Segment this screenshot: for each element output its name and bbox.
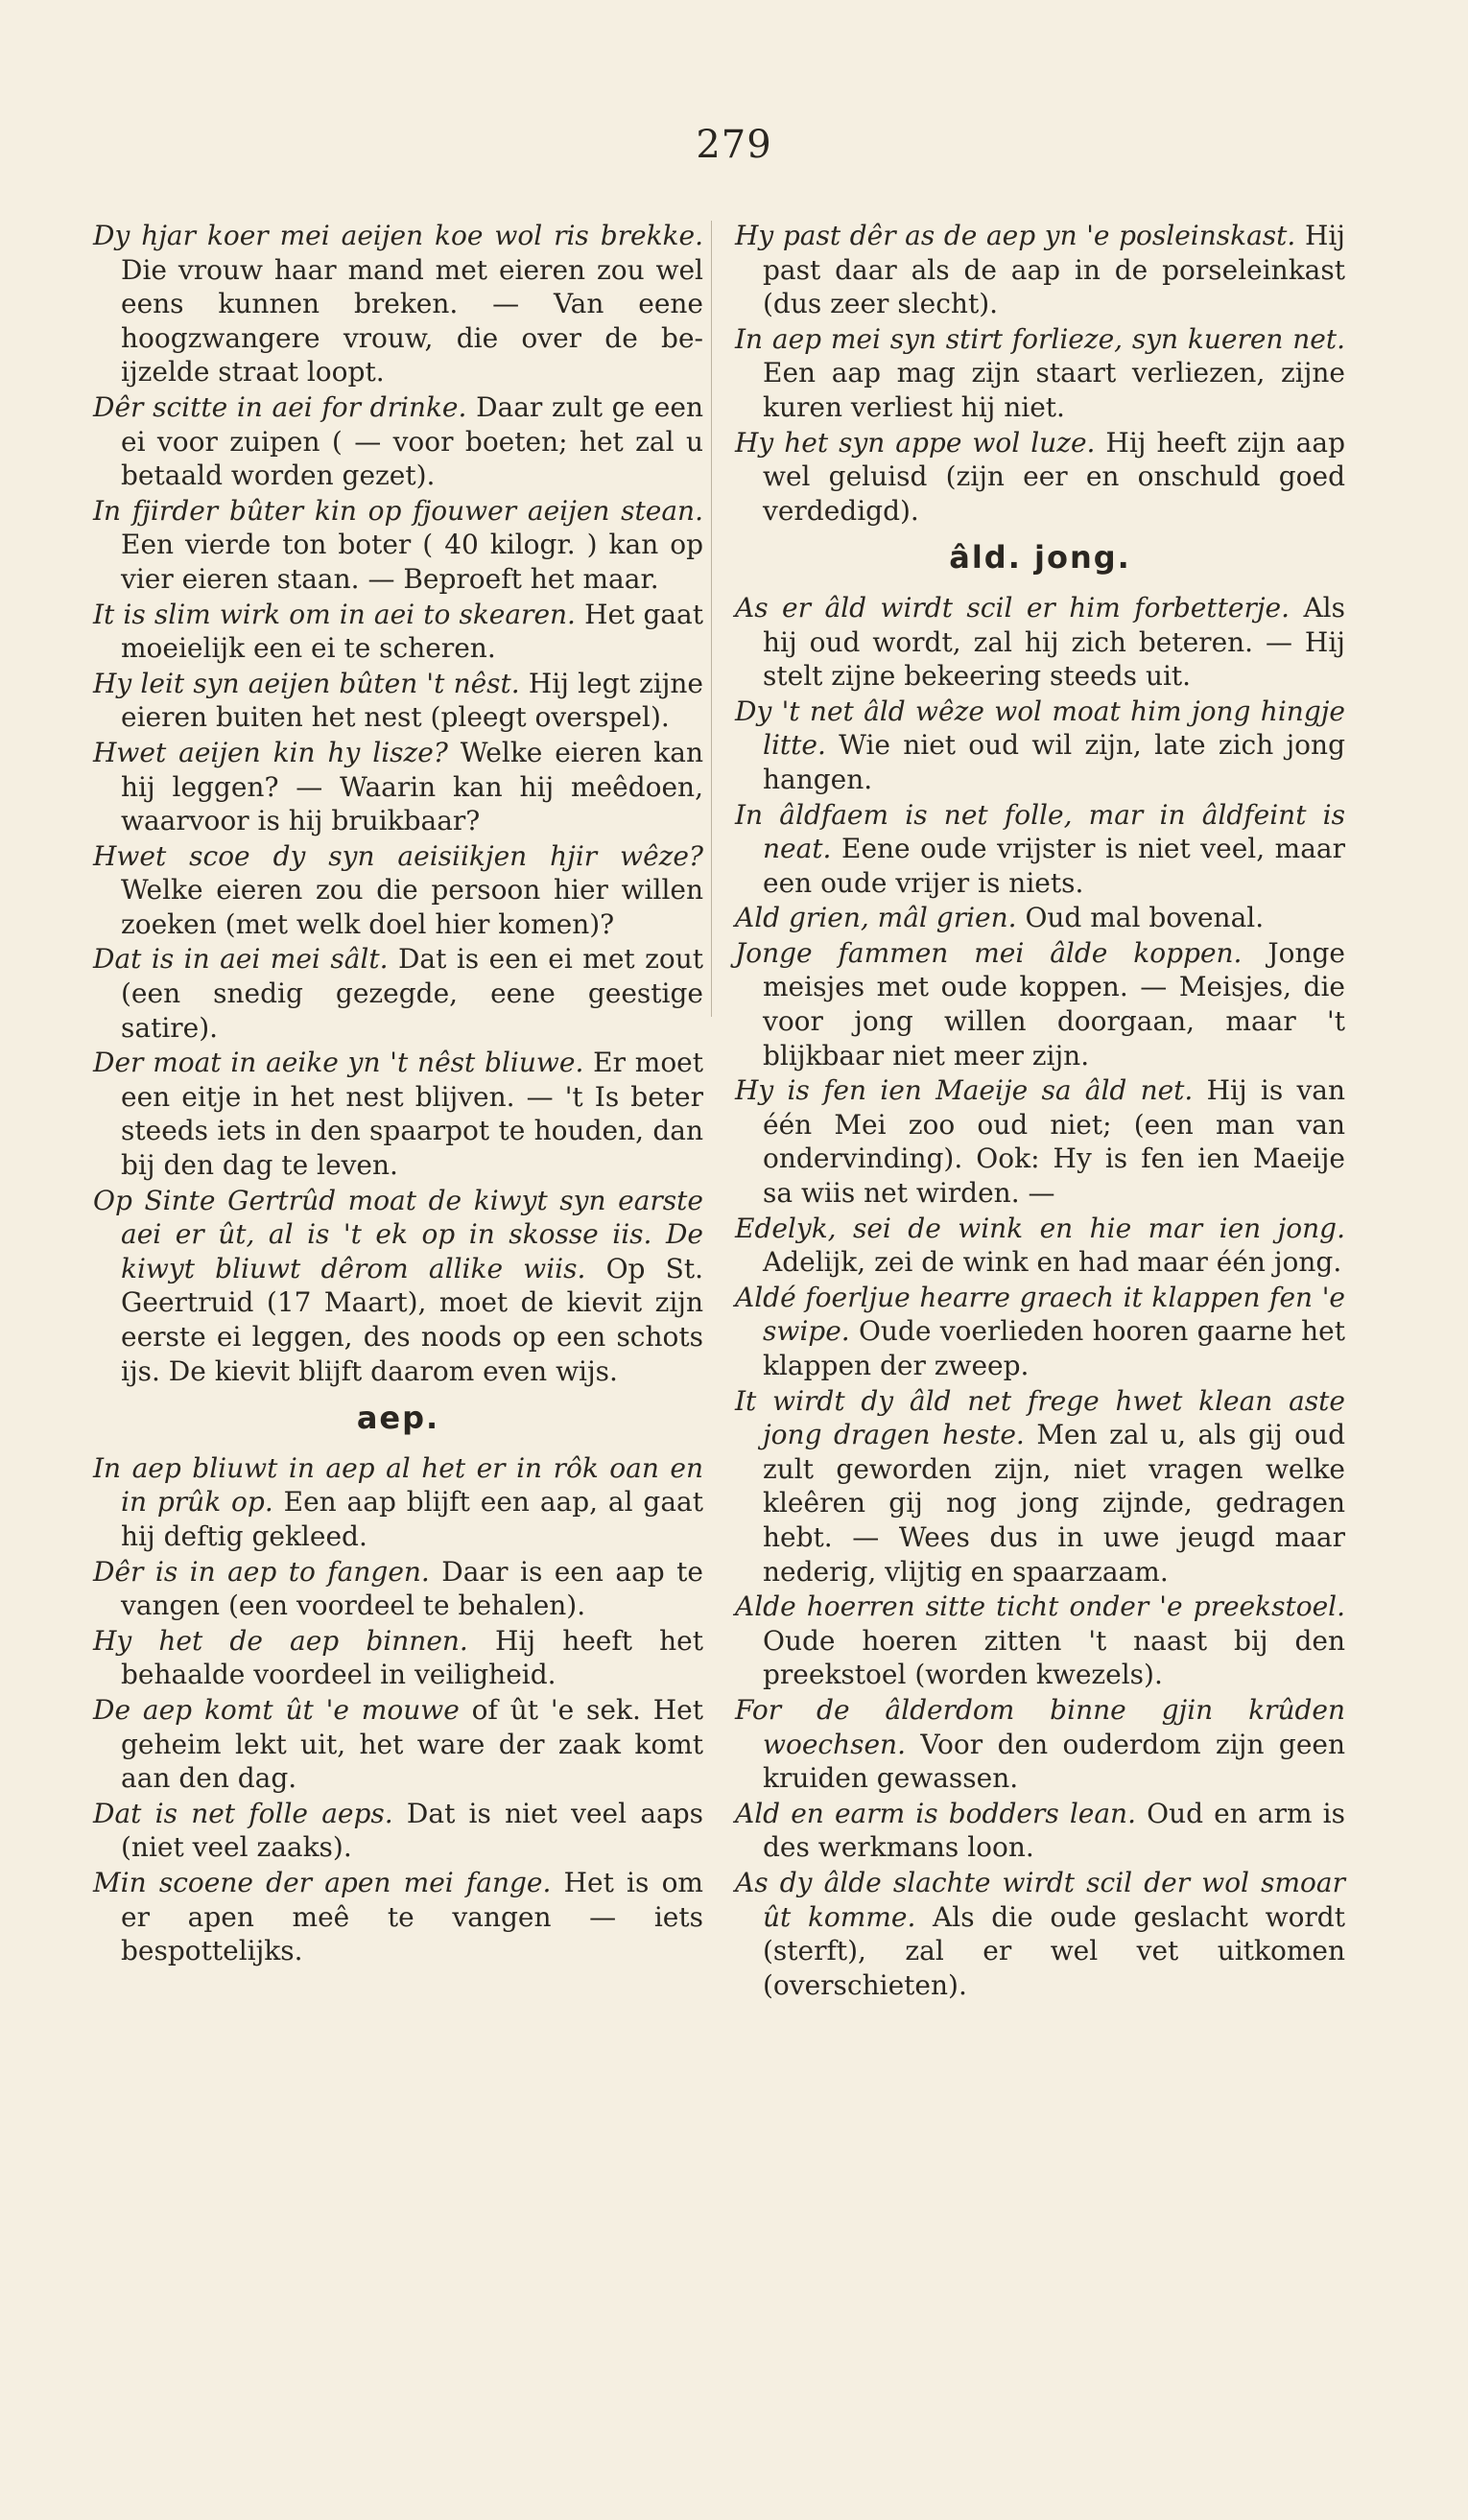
proverb-entry: [735, 798, 1345, 901]
proverb-entry: [735, 1281, 1345, 1383]
proverb-translation: Die vrouw haar mand met eieren zou wel eens kunnen breken. — Van eene hoogzwangere vrouw, die over de be-ijzelde straat loopt.: [121, 253, 703, 389]
proverb-frisian: Alde hoerren sitte ticht onder 'e preekstoel.: [735, 1590, 1345, 1623]
proverb-entry: [735, 1866, 1345, 2002]
proverb-frisian: Aldé foerljue hearre graech it klappen fen 'e swipe.: [735, 1281, 1345, 1348]
proverb-frisian: Min scoene der apen mei fange.: [93, 1866, 552, 1898]
proverb-translation: Een vierde ton boter ( 40 kilogr. ) kan op vier eieren staan. — Beproeft het maar.: [121, 529, 703, 595]
proverb-translation: Dat is niet veel aaps (niet veel zaaks).: [121, 1797, 703, 1864]
proverb-entry: [735, 426, 1345, 529]
proverb-frisian: In âldfaem is net folle, mar in âldfeint is neat.: [735, 798, 1345, 865]
proverb-translation: Welke eieren zou die persoon hier willen zoeken (met welk doel hier komen)?: [121, 874, 703, 940]
proverb-entry: [93, 1624, 703, 1692]
proverb-entry: [735, 1693, 1345, 1796]
proverb-translation: Hij past daar als de aap in de porseleinkast (dus zeer slecht).: [763, 220, 1345, 320]
proverb-frisian: In aep mei syn stirt forlieze, syn kueren net.: [735, 322, 1345, 355]
proverb-entry: [93, 390, 703, 493]
proverb-entry: [735, 695, 1345, 797]
proverb-frisian: Hy is fen ien Maeije sa âld net.: [735, 1074, 1194, 1107]
proverb-translation: Hij is van één Mei zoo oud niet; (een man van ondervinding). Ook: Hy is fen ien Maeije sa wiis net wirden. —: [763, 1074, 1346, 1210]
proverb-entry: [93, 839, 703, 942]
proverb-translation: Hij heeft het behaalde voordeel in veiligheid.: [121, 1624, 704, 1691]
proverb-entry: [735, 901, 1345, 935]
proverb-frisian: Hy het de aep binnen.: [93, 1624, 468, 1657]
right-column: [735, 219, 1345, 2003]
proverb-frisian: As er âld wirdt scil er him forbetterje.: [735, 591, 1290, 624]
proverb-translation: Oud mal bovenal.: [1016, 902, 1265, 934]
proverb-frisian: In aep bliuwt in aep al het er in rôk oan en in prûk op.: [93, 1451, 703, 1519]
proverb-translation: Oud en arm is des werkmans loon.: [763, 1797, 1345, 1864]
proverb-entry: [93, 942, 703, 1045]
proverb-entry: [93, 1451, 703, 1554]
proverb-frisian: Hy leit syn aeijen bûten 't nêst.: [93, 667, 520, 699]
proverb-translation: Adelijk, zei de wink en had maar één jong.: [763, 1246, 1342, 1279]
proverb-entry: [735, 1073, 1345, 1210]
proverb-frisian: As dy âlde slachte wirdt scil der wol smoar ût komme.: [735, 1866, 1345, 1933]
proverb-translation: Eene oude vrijster is niet veel, maar een oude vrijer is niets.: [763, 833, 1345, 899]
proverb-frisian: Dy 't net âld wêze wol moat him jong hingje litte.: [735, 695, 1345, 762]
section-heading: aep.: [356, 1400, 440, 1437]
proverb-entry: [93, 1866, 703, 1968]
proverb-entry: [93, 494, 703, 597]
proverb-translation: Men zal u, als gij oud zult geworden zijn, niet vragen welke kleêren gij nog jong zijnde, gedragen hebt. — Wees dus in uwe jeugd maar nederig, vlijtig en spaarzaam.: [763, 1419, 1345, 1588]
proverb-translation: Voor den ouderdom zijn geen kruiden gewassen.: [763, 1728, 1345, 1795]
proverb-entry: [93, 667, 703, 735]
proverb-entry: [93, 1184, 703, 1389]
proverb-frisian: Dy hjar koer mei aeijen koe wol ris brekke.: [93, 220, 703, 251]
proverb-translation: Als hij oud wordt, zal hij zich beteren. — Hij stelt zijne bekeering steeds uit.: [763, 591, 1345, 693]
proverb-translation: Dat is een ei met zout (een snedig gezegde, eene geestige satire).: [121, 943, 703, 1044]
proverb-translation: Een aap blijft een aap, al gaat hij deftig gekleed.: [121, 1486, 703, 1552]
proverb-frisian: In fjirder bûter kin op fjouwer aeijen stean.: [93, 494, 703, 527]
section-heading: âld. jong.: [949, 539, 1131, 577]
proverb-translation: Welke eieren kan hij leggen? — Waarin kan hij meêdoen, waarvoor is hij bruikbaar?: [121, 736, 703, 837]
proverb-frisian: Dat is in aei mei sâlt.: [93, 943, 389, 976]
proverb-translation: Er moet een eitje in het nest blijven. — 't Is beter steeds iets in den spaarpot te houden, dan bij den dag te leven.: [121, 1047, 703, 1182]
proverb-frisian: It is slim wirk om in aei to skearen.: [93, 598, 576, 630]
proverb-frisian: Op Sinte Gertrûd moat de kiwyt syn earste aei er ût, al is 't ek op in skosse iis. De kiwyt bliuwt dêrom allike wiis.: [93, 1184, 703, 1284]
proverb-frisian: It wirdt dy âld net frege hwet klean aste jong dragen heste.: [735, 1384, 1345, 1451]
proverb-translation: Daar is een aap te vangen (een voordeel te behalen).: [121, 1555, 703, 1622]
proverb-frisian: Ald en earm is bodders lean.: [735, 1797, 1136, 1829]
proverb-entry: [735, 1797, 1345, 1865]
proverb-entry: [93, 1693, 703, 1796]
proverb-entry: [93, 219, 703, 389]
proverb-translation: of ût 'e sek. Het geheim lekt uit, het ware der zaak komt aan den dag.: [121, 1693, 703, 1795]
proverb-translation: Een aap mag zijn staart verliezen, zijne kuren verliest hij niet.: [763, 357, 1345, 423]
proverb-frisian: Jonge fammen mei âlde koppen.: [735, 936, 1243, 969]
proverb-translation: Het is om er apen meê te vangen — iets bespottelijks.: [121, 1866, 703, 1967]
proverb-translation: Wie niet oud wil zijn, late zich jong hangen.: [763, 729, 1345, 795]
proverb-frisian: Hy past dêr as de aep yn 'e posleinskast.: [735, 220, 1296, 251]
proverb-translation: Oude hoeren zitten 't naast bij den preekstoel (worden kwezels).: [763, 1624, 1345, 1691]
proverb-translation: Het gaat moeielijk een ei te scheren.: [121, 598, 704, 665]
proverb-entry: [735, 1384, 1345, 1590]
proverb-translation: Als die oude geslacht wordt (sterft), zal er wel vet uitkomen (overschieten).: [763, 1900, 1345, 2001]
proverb-frisian: For de âlderdom binne gjin krûden woechsen.: [735, 1693, 1345, 1760]
left-column: [93, 219, 703, 1969]
proverb-entry: [93, 598, 703, 666]
proverb-entry: [93, 1797, 703, 1865]
proverb-frisian: Ald grien, mâl grien.: [735, 902, 1017, 934]
proverb-frisian: Hwet scoe dy syn aeisiikjen hjir wêze?: [93, 839, 703, 872]
proverb-entry: [93, 1555, 703, 1623]
proverb-frisian: Dêr scitte in aei for drinke.: [93, 390, 467, 423]
proverb-entry: [735, 591, 1345, 694]
proverb-translation: Jonge meisjes met oude koppen. — Meisjes, die voor jong willen doorgaan, maar 't blijkbaar niet meer zijn.: [763, 936, 1346, 1072]
proverb-frisian: Edelyk, sei de wink en hie mar ien jong.: [735, 1212, 1345, 1244]
column-divider: [711, 221, 712, 1017]
page-number: 279: [696, 123, 772, 167]
proverb-translation: Op St. Geertruid (17 Maart), moet de kievit zijn eerste ei leggen, des noods op een schots ijs. De kievit blijft daarom even wijs.: [121, 1252, 703, 1387]
proverb-translation: Oude voerlieden hooren gaarne het klappen der zweep.: [763, 1315, 1345, 1381]
proverb-frisian: Dêr is in aep to fangen.: [93, 1555, 430, 1588]
proverb-entry: [735, 322, 1345, 425]
proverb-entry: [735, 936, 1345, 1072]
proverb-frisian: De aep komt ût 'e mouwe: [93, 1693, 460, 1726]
proverb-entry: [93, 1046, 703, 1182]
proverb-entry: [93, 736, 703, 838]
proverb-translation: Hij legt zijne eieren buiten het nest (pleegt overspel).: [121, 667, 704, 734]
proverb-frisian: Der moat in aeike yn 't nêst bliuwe.: [93, 1047, 584, 1079]
proverb-entry: [735, 1590, 1345, 1692]
proverb-frisian: Hwet aeijen kin hy lisze?: [93, 736, 448, 768]
proverb-entry: [735, 219, 1345, 321]
proverb-translation: Daar zult ge een ei voor zuipen ( — voor boeten; het zal u betaald worden gezet).: [121, 390, 703, 492]
proverb-frisian: Dat is net folle aeps.: [93, 1797, 393, 1829]
proverb-translation: Hij heeft zijn aap wel geluisd (zijn eer en onschuld goed verdedigd).: [763, 426, 1345, 527]
proverb-frisian: Hy het syn appe wol luze.: [735, 426, 1096, 459]
proverb-entry: [735, 1212, 1345, 1280]
